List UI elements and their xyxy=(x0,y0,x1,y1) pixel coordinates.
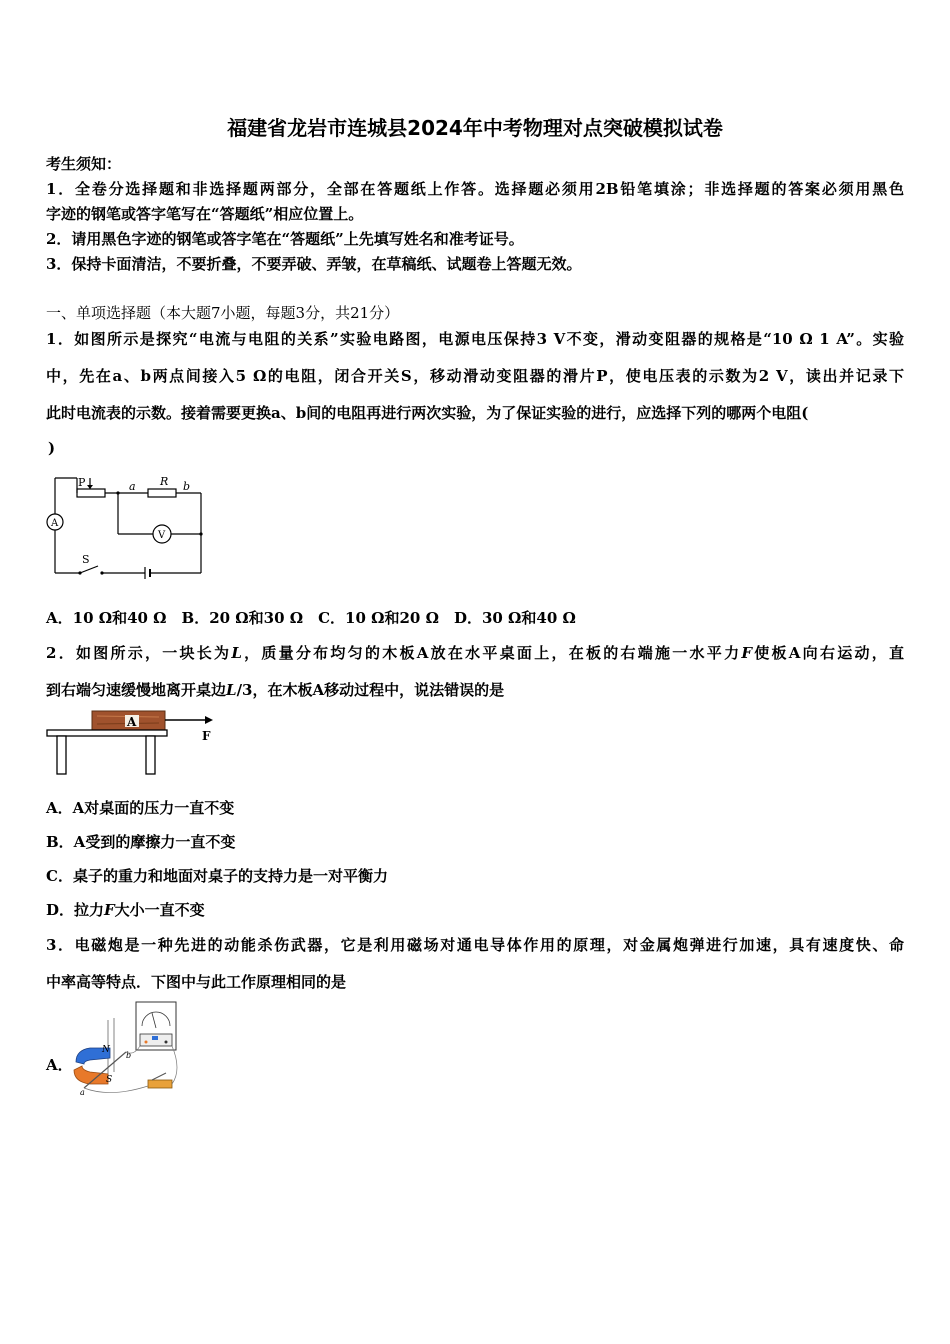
resistor-symbol xyxy=(148,489,176,497)
voltmeter-label: V xyxy=(158,530,166,541)
label-p: P xyxy=(78,476,86,489)
notice-item-1-cont: 字迹的钢笔或答字笔写在“答题纸”相应位置上。 xyxy=(46,205,364,223)
switch-label: S xyxy=(82,553,90,566)
q3-line-1: 3．电磁炮是一种先进的动能杀伤武器，它是利用磁场对通电导体作用的原理，对金属炮弹进行加速，具有速度快、命 xyxy=(46,936,904,954)
label-n: N xyxy=(102,1045,110,1055)
q2-line-1: 2．如图所示，一块长为L，质量分布均匀的木板A放在水平桌面上，在板的右端施一水平力F使板A向右运动，直 xyxy=(46,644,904,662)
label-a: a xyxy=(129,480,136,493)
q1-circuit-diagram xyxy=(40,470,215,582)
section-heading: 一、单项选择题（本大题7小题，每题3分，共21分） xyxy=(46,304,400,322)
notice-heading: 考生须知： xyxy=(46,155,122,173)
notice-item-2: 2．请用黑色字迹的钢笔或答字笔在“答题纸”上先填写姓名和准考证号。 xyxy=(46,230,524,248)
label-b: b xyxy=(183,480,191,493)
page-title: 福建省龙岩市连城县2024年中考物理对点突破模拟试卷 xyxy=(227,116,723,140)
notice-item-3: 3．保持卡面清洁，不要折叠，不要弄破、弄皱，在草稿纸、试题卷上答题无效。 xyxy=(46,255,582,273)
q2-table-figure xyxy=(45,708,220,778)
q1-line-2: 中，先在a、b两点间接入5 Ω的电阻，闭合开关S，移动滑动变阻器的滑片P，使电压表的示数为2 V，读出并记录下 xyxy=(46,367,904,385)
label-a: a xyxy=(80,1088,85,1097)
q1-options: A．10 Ω和40 Ω B．20 Ω和30 Ω C．10 Ω和20 Ω D．30 Ω和40 Ω xyxy=(46,609,576,627)
q3-option-a-label: A． xyxy=(46,1056,73,1074)
q3-line-2: 中率高等特点．下图中与此工作原理相同的是 xyxy=(46,973,347,991)
q2-option-c: C．桌子的重力和地面对桌子的支持力是一对平衡力 xyxy=(46,867,388,885)
q1-line-1: 1．如图所示是探究“电流与电阻的关系”实验电路图，电源电压保持3 V不变，滑动变阻器的规格是“10 Ω 1 A”。实验 xyxy=(46,330,904,348)
q2-option-d: D．拉力F大小一直不变 xyxy=(46,901,205,919)
force-label: F xyxy=(202,729,211,743)
ammeter-label: A xyxy=(51,518,59,529)
q1-line-4: ) xyxy=(48,439,56,457)
notice-item-1: 1．全卷分选择题和非选择题两部分，全部在答题纸上作答。选择题必须用2B铅笔填涂；非选择题的答案必须用黑色 xyxy=(46,180,904,198)
label-b: b xyxy=(126,1051,132,1060)
q2-option-a: A．A对桌面的压力一直不变 xyxy=(46,799,235,817)
board-label: A xyxy=(127,715,137,729)
q1-line-3: 此时电流表的示数。接着需要更换a、b间的电阻再进行两次实验，为了保证实验的进行，应选择下列的哪两个电阻( xyxy=(46,404,809,422)
q2-line-2: 到右端匀速缓慢地离开桌边L/3，在木板A移动过程中，说法错误的是 xyxy=(46,681,505,699)
label-s: S xyxy=(106,1075,113,1085)
q2-option-b: B．A受到的摩擦力一直不变 xyxy=(46,833,236,851)
rheostat-symbol xyxy=(77,489,105,497)
q3-option-a-figure xyxy=(70,1000,185,1098)
label-r: R xyxy=(160,475,169,488)
